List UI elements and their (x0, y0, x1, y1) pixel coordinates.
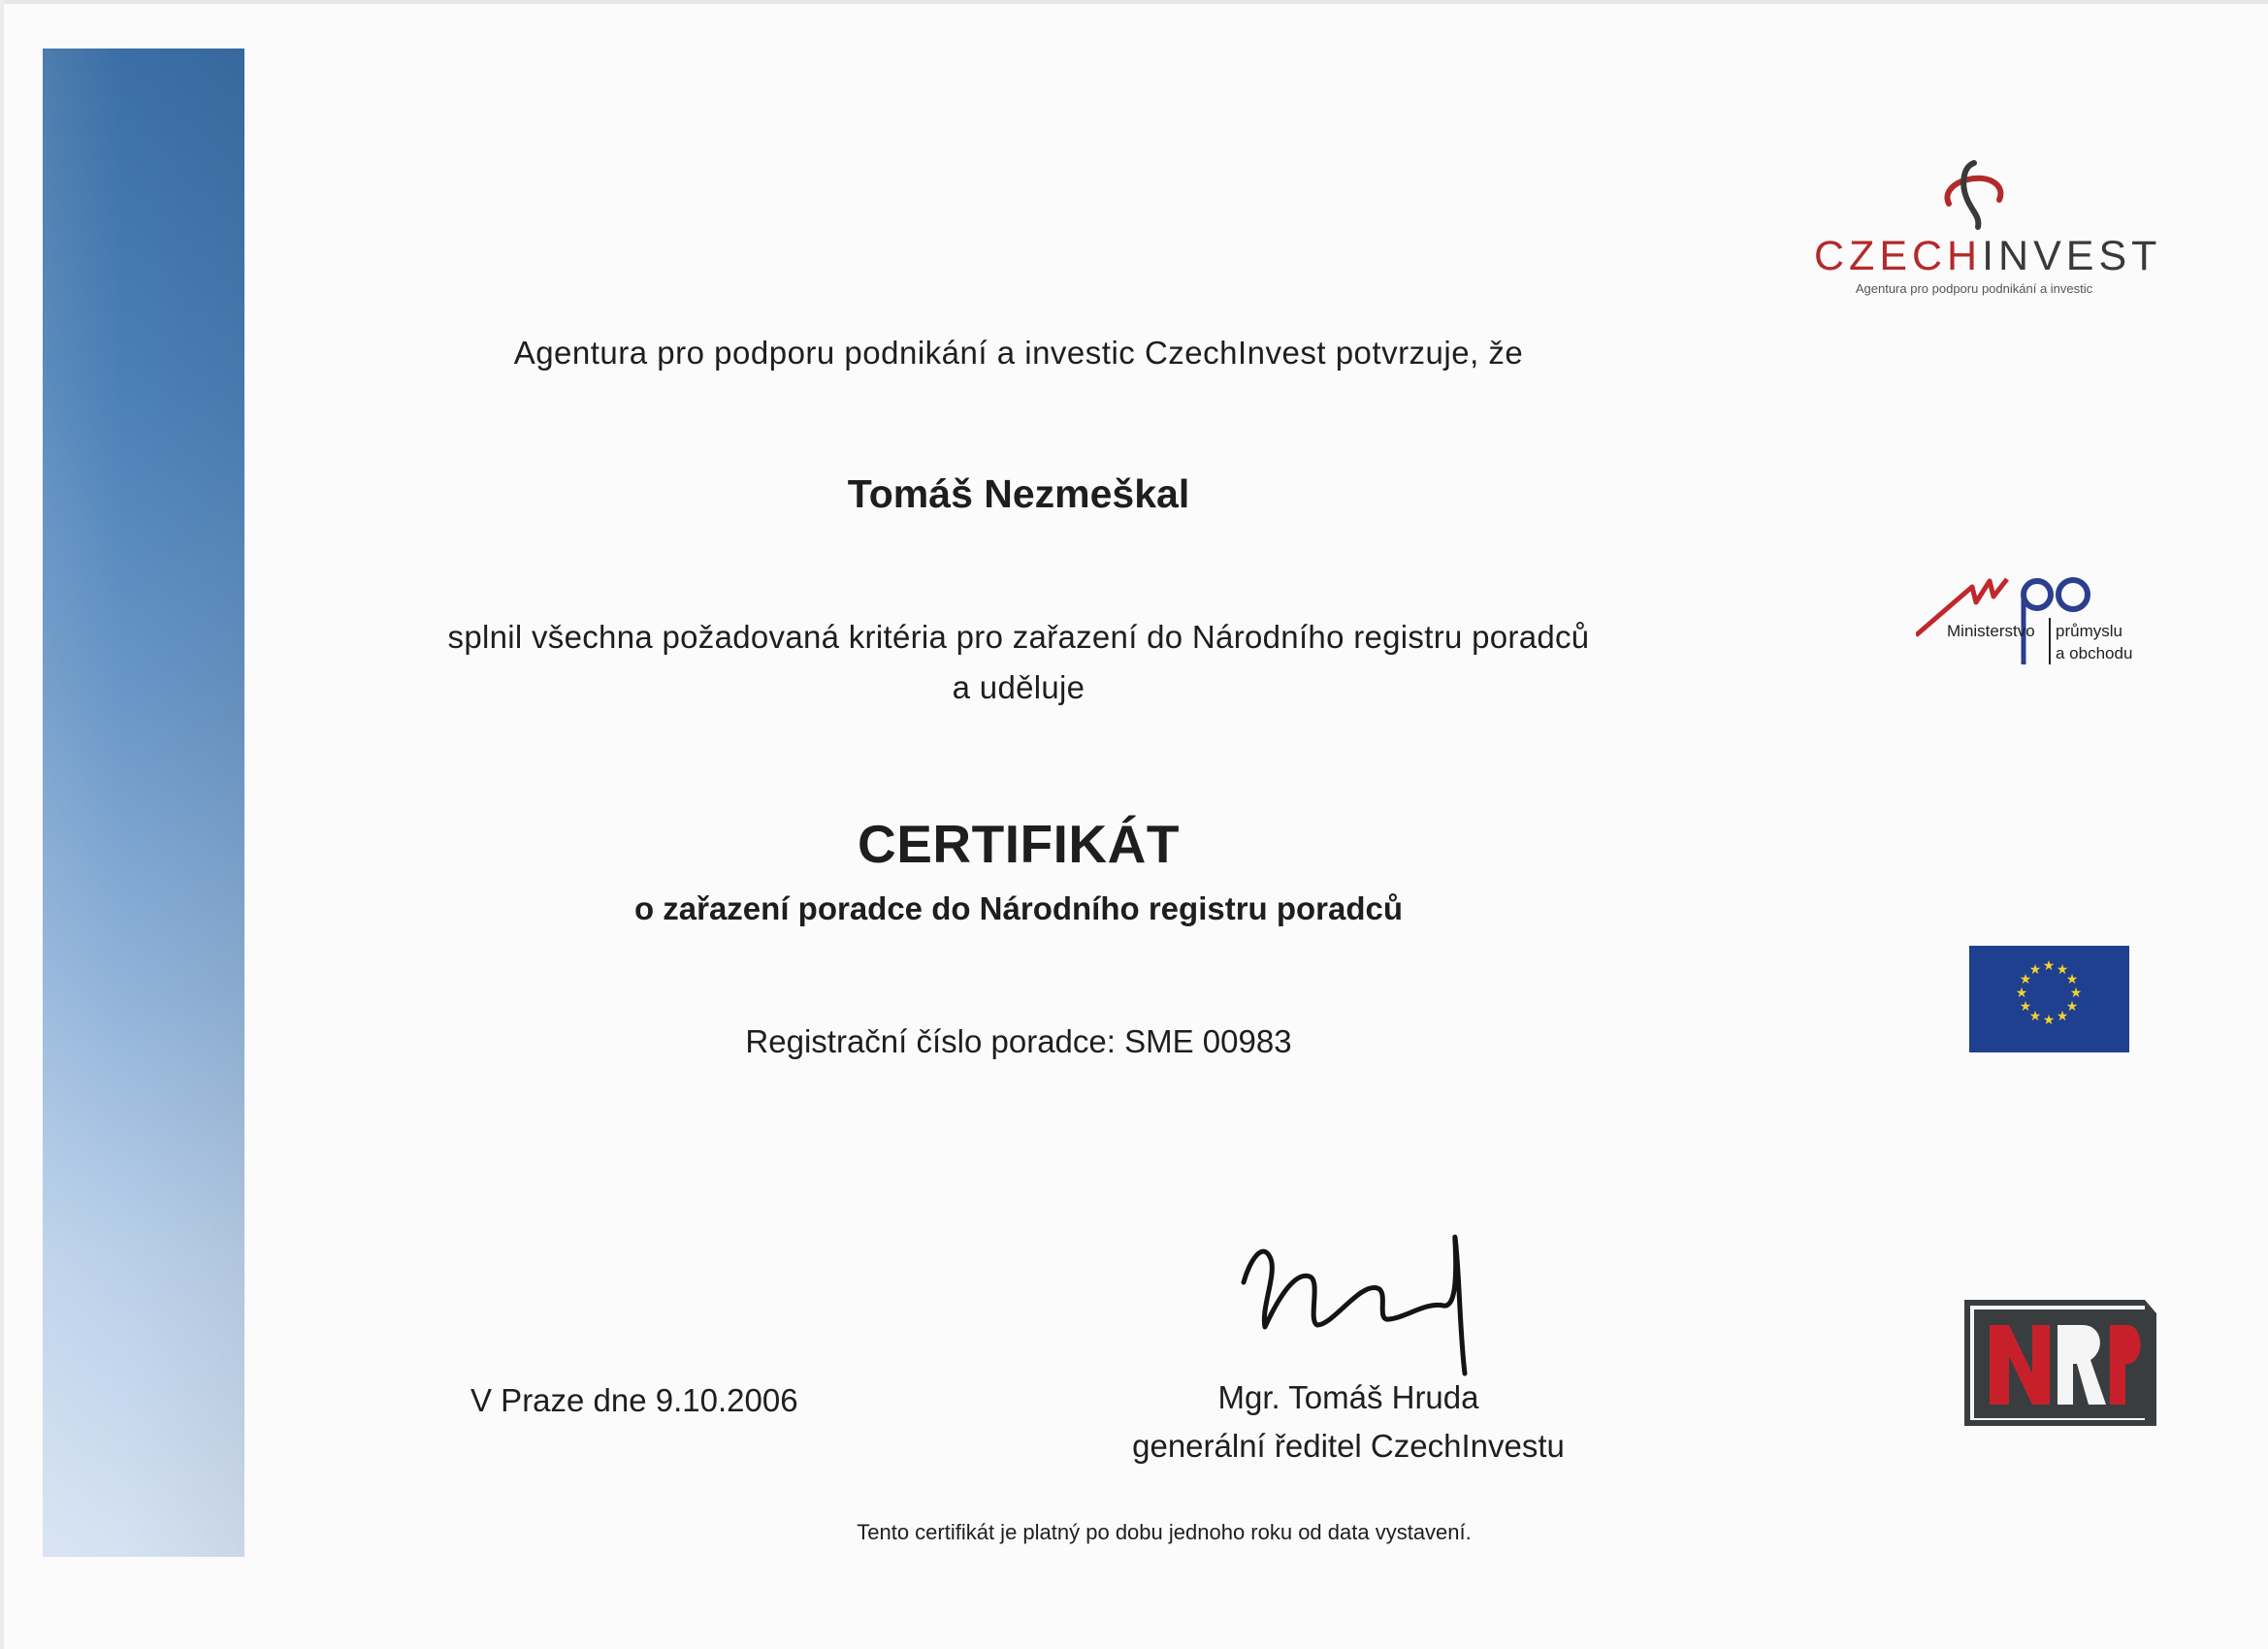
svg-text:★: ★ (2028, 1009, 2042, 1024)
svg-text:★: ★ (2065, 999, 2079, 1015)
registration-row (243, 1023, 1795, 1060)
svg-text:★: ★ (2028, 962, 2042, 978)
svg-text:★: ★ (2056, 1009, 2069, 1024)
svg-text:★: ★ (2019, 999, 2032, 1015)
registration-number: SME 00983 (1124, 1023, 1292, 1059)
czechinvest-tagline: Agentura pro podporu podnikání a investic (1855, 281, 2093, 296)
svg-text:★: ★ (2056, 962, 2069, 978)
recipient-name: Tomáš Nezmeškal (847, 471, 1190, 516)
svg-text:★: ★ (2065, 972, 2079, 987)
signer-role: generální ředitel CzechInvestu (1132, 1428, 1565, 1464)
signer-name: Mgr. Tomáš Hruda (1217, 1379, 1479, 1415)
signature (1232, 1212, 1494, 1387)
place-and-date: V Praze dne 9.10.2006 (470, 1382, 798, 1418)
decorative-blue-band (43, 48, 244, 1557)
czechinvest-logo (1814, 155, 2162, 301)
validity-note: Tento certifikát je platný po dobu jednoho roku od data vystavení. (857, 1520, 1472, 1544)
intro-text: Agentura pro podporu podnikání a investic CzechInvest potvrzuje, že (513, 335, 1524, 371)
svg-text:★: ★ (2069, 986, 2083, 1001)
certificate-title: CERTIFIKÁT (858, 814, 1180, 874)
criteria-text-line2: a uděluje (952, 669, 1085, 705)
registration-label: Registrační číslo poradce: (745, 1023, 1116, 1059)
mpo-text-prumyslu: průmyslu (2056, 622, 2122, 640)
mpo-text-ministerstvo: Ministerstvo (1947, 622, 2035, 640)
mpo-logo (1916, 567, 2139, 674)
nrp-mark-icon (1964, 1300, 2156, 1426)
czechinvest-word-invest: INVEST (1982, 233, 2162, 279)
czechinvest-mark-icon (1935, 157, 2013, 235)
svg-text:★: ★ (2042, 1013, 2056, 1028)
svg-text:★: ★ (2042, 958, 2056, 974)
svg-text:★: ★ (2015, 986, 2028, 1001)
criteria-text-line1: splnil všechna požadovaná kritéria pro zařazení do Národního registru poradců (447, 619, 1590, 655)
svg-text:★: ★ (2019, 972, 2032, 987)
eu-stars (1969, 946, 2129, 1052)
mpo-text-obchodu: a obchodu (2056, 644, 2133, 663)
page-edge (0, 0, 2268, 4)
czechinvest-word-czech: CZECH (1814, 233, 1983, 279)
czechinvest-wordmark (1814, 233, 2162, 280)
eu-flag-icon (1969, 946, 2129, 1052)
certificate-subtitle: o zařazení poradce do Národního registru poradců (633, 890, 1404, 926)
nrp-logo (1964, 1300, 2156, 1426)
page-edge (0, 0, 4, 1649)
